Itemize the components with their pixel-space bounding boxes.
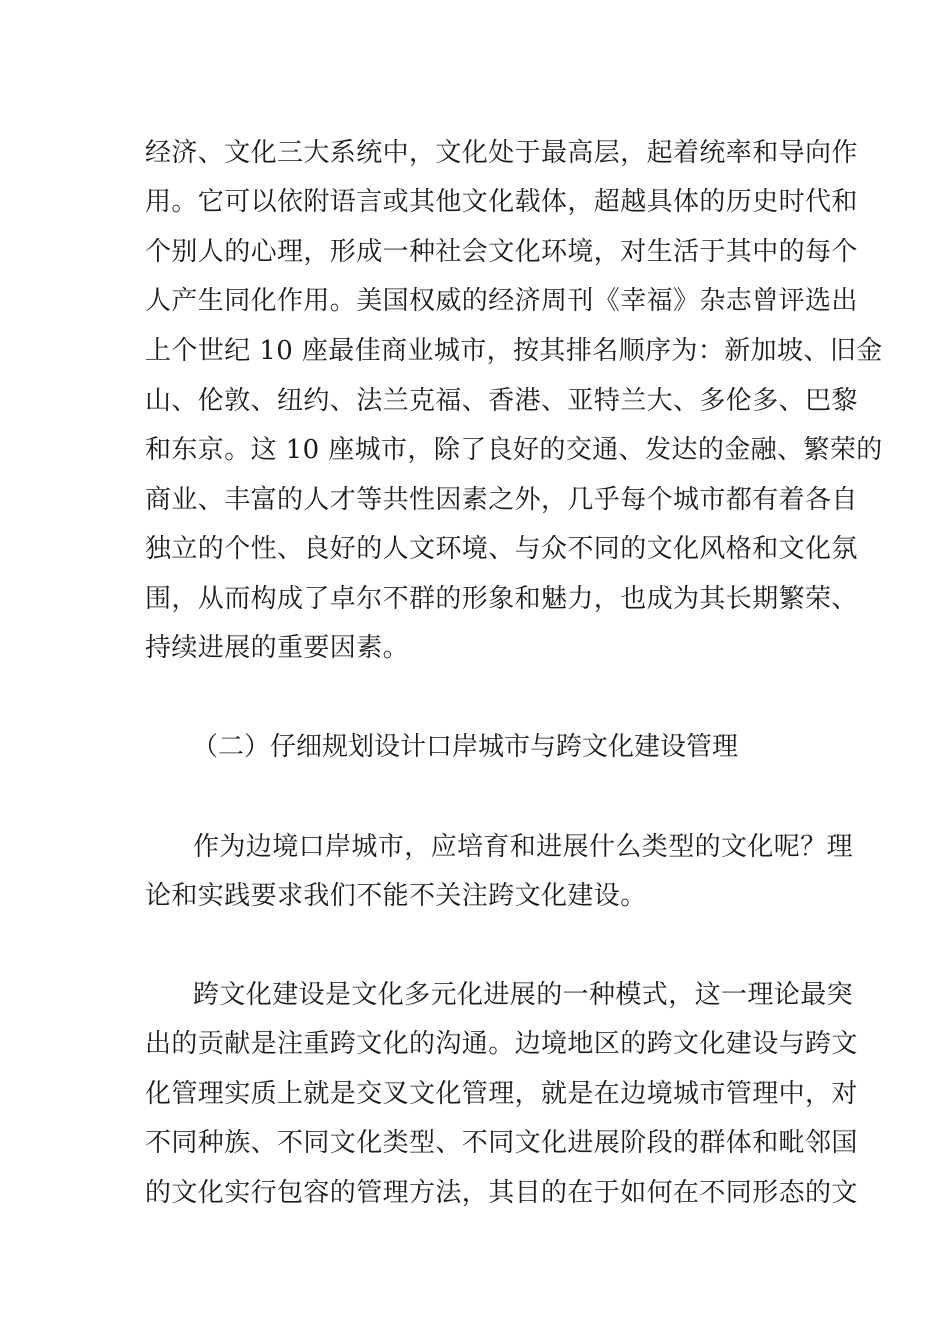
paragraph-line: 个别人的心理，形成一种社会文化环境，对生活于其中的每个	[145, 237, 858, 267]
paragraph-line: 用。它可以依附语言或其他文化载体，超越具体的历史时代和	[145, 187, 858, 217]
paragraph-line: 山、伦敦、纽约、法兰克福、香港、亚特兰大、多伦多、巴黎	[145, 386, 858, 416]
paragraph-line: 作为边境口岸城市，应培育和进展什么类型的文化呢？理	[193, 832, 854, 862]
paragraph-line: 论和实践要求我们不能不关注跨文化建设。	[145, 881, 647, 911]
section-heading: （二）仔细规划设计口岸城市与跨文化建设管理	[192, 732, 739, 762]
paragraph-line: 商业、丰富的人才等共性因素之外，几乎每个城市都有着各自	[145, 485, 858, 515]
paragraph-line: 经济、文化三大系统中，文化处于最高层，起着统率和导向作	[145, 138, 858, 168]
paragraph-line: 的文化实行包容的管理方法，其目的在于如何在不同形态的文	[145, 1178, 858, 1208]
paragraph-line: 围，从而构成了卓尔不群的形象和魅力，也成为其长期繁荣、	[145, 584, 858, 614]
paragraph-line: 和东京。这 10 座城市，除了良好的交通、发达的金融、繁荣的	[145, 435, 883, 465]
paragraph-line: 持续进展的重要因素。	[145, 633, 410, 663]
paragraph-line: 人产生同化作用。美国权威的经济周刊《幸福》杂志曾评选出	[145, 286, 858, 316]
paragraph-line: 出的贡献是注重跨文化的沟通。边境地区的跨文化建设与跨文	[145, 1029, 858, 1059]
paragraph-line: 上个世纪 10 座最佳商业城市，按其排名顺序为：新加坡、旧金	[145, 336, 883, 366]
paragraph-line: 跨文化建设是文化多元化进展的一种模式，这一理论最突	[193, 980, 854, 1010]
paragraph-line: 独立的个性、良好的人文环境、与众不同的文化风格和文化氛	[145, 534, 858, 564]
paragraph-line: 不同种族、不同文化类型、不同文化进展阶段的群体和毗邻国	[145, 1128, 858, 1158]
paragraph-line: 化管理实质上就是交叉文化管理，就是在边境城市管理中，对	[145, 1079, 858, 1109]
